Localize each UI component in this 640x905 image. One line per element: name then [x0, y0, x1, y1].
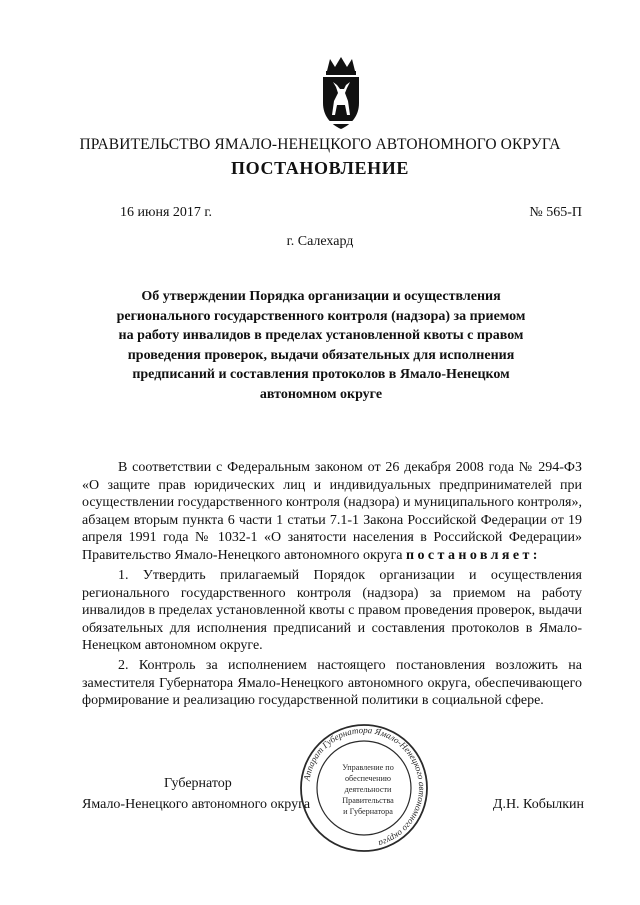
preamble-text: В соответствии с Федеральным законом от 26 декабря 2008 года № 294-ФЗ «О защите прав юридических лиц и индивидуальных предпринимателей при осуществлении государственного контроля (надзора) и муниципального контроля», абзацем вторым пункта 6 части 1 статьи 7.1-1 Закона Российской Федерации от 19 апреля 1991 года № 1032-1 «О занятости населения в Российской Федерации» Правительство Ямало-Ненецкого автономного округа	[82, 460, 582, 563]
stamp-line-5: и Губернатора	[343, 807, 393, 816]
document-type-heading: ПОСТАНОВЛЕНИЕ	[231, 158, 409, 178]
stamp-ring-text: Аппарат Губернатора Ямало-Ненецкого автономного округа	[301, 724, 428, 849]
stamp-line-2: обеспечению	[344, 774, 392, 783]
signer-title: Губернатор	[164, 776, 232, 791]
organization-heading: ПРАВИТЕЛЬСТВО ЯМАЛО-НЕНЕЦКОГО АВТОНОМНОГО ОКРУГА	[79, 136, 561, 153]
stamp-line-1: Управление по	[342, 763, 394, 772]
signer-name: Д.Н. Кобылкин	[492, 797, 584, 812]
decree-word: постановляет:	[406, 547, 541, 563]
document-title: Об утверждении Порядка организации и осуществления регионального государственного контроля (надзора) за приемом на работу инвалидов в пределах установленной квоты с правом проведения проверок, выдачи обязательных для исполнения предписаний и составления протоколов в Ямало-Ненецком автономном округе	[116, 289, 526, 402]
document-date: 16 июня 2017 г.	[120, 205, 213, 220]
item-1-paragraph: 1. Утвердить прилагаемый Порядок организации и осуществления регионального государственного контроля (надзора) за приемом на работу инвалидов в пределах установленной квоты с правом проведения проверок, выдачи обязательных для исполнения предписаний и составления протоколов в Ямало-Ненецком автономном округе.	[82, 568, 582, 654]
stamp-line-3: деятельности	[344, 785, 392, 794]
coat-of-arms-icon	[318, 55, 364, 131]
stamp-line-4: Правительства	[342, 796, 394, 805]
signer-region: Ямало-Ненецкого автономного округа	[82, 797, 311, 812]
official-stamp-seal	[298, 722, 430, 854]
preamble-paragraph	[82, 459, 582, 565]
item-2-paragraph: 2. Контроль за исполнением настоящего постановления возложить на заместителя Губернатора Ямало-Ненецкого автономного округа, обеспечивающего формирование и реализацию государственной политики в социальной сфере.	[82, 658, 582, 709]
document-city: г. Салехард	[286, 234, 354, 249]
document-number: № 565-П	[529, 205, 582, 220]
